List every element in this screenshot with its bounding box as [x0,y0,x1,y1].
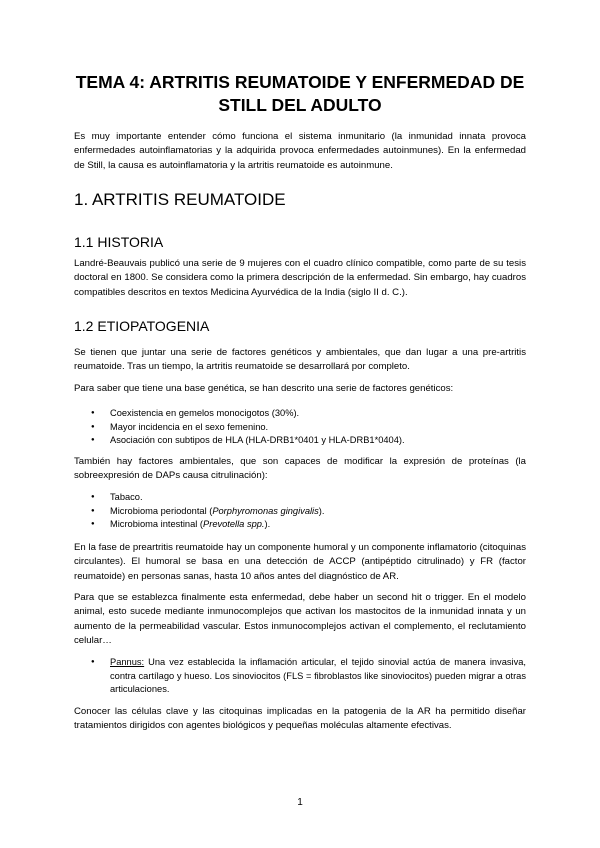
etiopatogenia-paragraph-2: Para saber que tiene una base genética, se han descrito una serie de factores genéticos: [74,383,454,394]
list-item-text: Microbioma periodontal ( [110,505,213,516]
species-name: Porphyromonas gingivalis [212,505,319,516]
second-hit-paragraph: Para que se establezca finalmente esta enfermedad, debe haber un second hit o trigger. En el modelo animal, esto sucede mediante inmunocomplejos que activan los mastocitos de la inmunidad innata y un aumento de la permeabilidad vascular. Estos inmunocomplejos activan el complemento, el reclutamiento celular… [74,592,526,646]
list-item: ● Asociación con subtipos de HLA (HLA-DRB1*0401 y HLA-DRB1*0404). [74,434,526,448]
preartritis-paragraph: En la fase de preartritis reumatoide hay un componente humoral y un componente inflamatorio (citoquinas circulantes). El humoral se basa en una detección de ACCP (antipéptido citrulinado) y FR (factor reumatoide) en personas sanas, hasta 10 años antes del diagnóstico de AR. [74,542,526,582]
subsection-heading-historia: 1.1 HISTORIA [74,234,164,250]
list-item [74,656,526,697]
species-name: Prevotella spp. [203,519,265,530]
list-item-text: ). [318,505,325,516]
conclusion-paragraph: Conocer las células clave y las citoquinas implicadas en la patogenia de la AR ha permitido diseñar tratamientos dirigidos con agentes biológicos y pequeñas moléculas altamente efectivas. [74,706,526,732]
subsection-heading-etiopatogenia: 1.2 ETIOPATOGENIA [74,318,210,334]
list-item: ● Mayor incidencia en el sexo femenino. [74,421,526,435]
list-item: ● Coexistencia en gemelos monocigotos (30%). [74,407,526,421]
page-number: 1 [297,797,303,808]
pannus-label: Pannus: [110,657,145,667]
section-heading-artritis: 1. ARTRITIS REUMATOIDE [74,190,286,209]
pannus-text: Una vez establecida la inflamación articular, el tejido sinovial actúa de manera invasiva, contra cartílago y hueso. Los sinoviocitos (FLS = fibroblastos like sinoviocitos) pueden migrar a otras articulaciones. [110,657,526,695]
list-item [74,518,526,532]
pannus-list [74,656,526,697]
environmental-paragraph: También hay factores ambientales, que son capaces de modificar la expresión de proteínas (la sobreexpresión de DAPs causa citrulinación): [74,456,526,482]
document-title: TEMA 4: ARTRITIS REUMATOIDE Y ENFERMEDAD DE STILL DEL ADULTO [75,72,525,115]
list-item [74,505,526,519]
intro-paragraph: Es muy importante entender cómo funciona el sistema inmunitario (la inmunidad innata provoca enfermedades autoinflamatorias y la adquirida provoca enfermedades autoinmunes). En la enfermedad de Still, la causa es autoinflamatoria y la artritis reumatoide es autoinmune. [74,131,526,171]
environmental-factors-list [74,491,526,532]
list-item-text: ). [264,519,271,530]
etiopatogenia-paragraph-1: Se tienen que juntar una serie de factores genéticos y ambientales, que dan lugar a una pre-artritis reumatoide. Tras un tiempo, la artritis reumatoide se desarrollará por completo. [74,347,526,373]
list-item: ● Tabaco. [74,491,526,505]
historia-paragraph: Landré-Beauvais publicó una serie de 9 mujeres con el cuadro clínico compatible, como parte de su tesis doctoral en 1800. Se considera como la primera descripción de la enfermedad. Sin embargo, hay cuadros compatibles descritos en textos Medicina Ayurvédica de la India (siglo II d. C.). [74,258,526,298]
genetic-factors-list [74,407,526,448]
list-item-text: Microbioma intestinal ( [110,519,204,530]
